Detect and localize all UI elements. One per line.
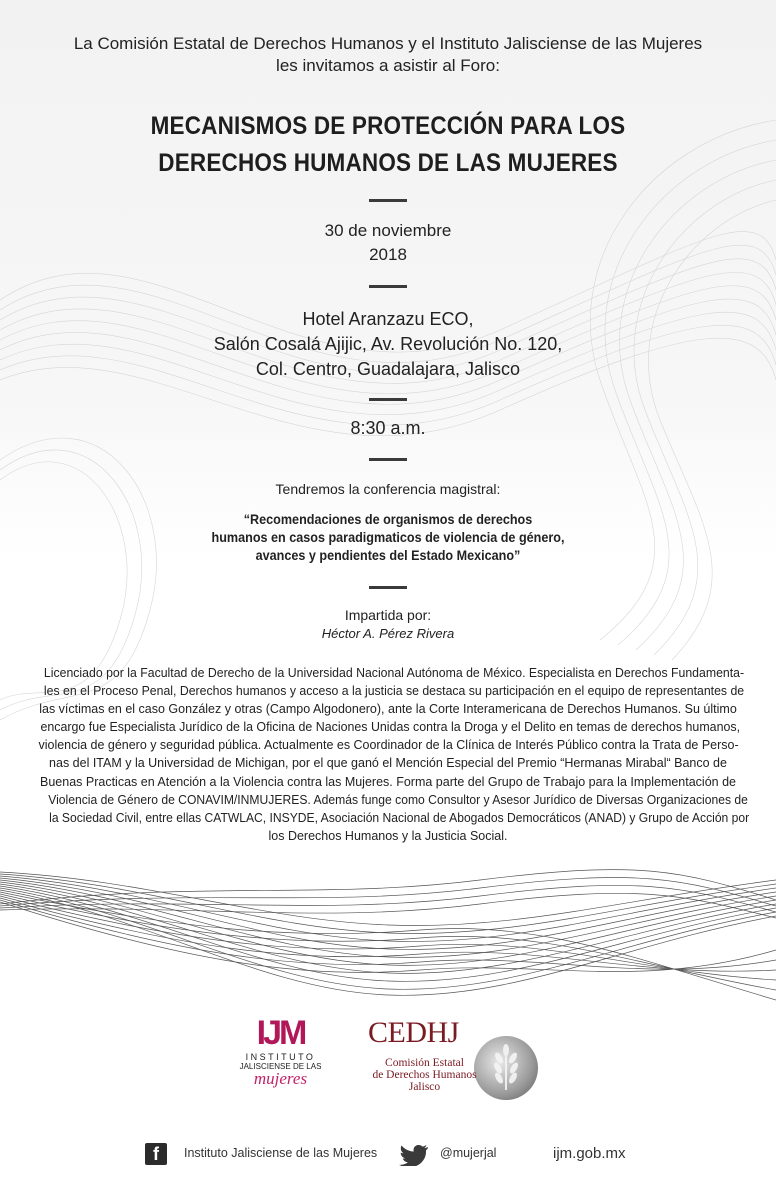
venue-line: Salón Cosalá Ajijic, Av. Revolución No. 120,: [213, 334, 563, 354]
bio-line: Buenas Practicas en Atención a la Violencia contra las Mujeres. Forma parte del Grupo de Trabajo para la Implementación de: [40, 774, 736, 789]
bio-line: los Derechos Humanos y la Justicia Social.: [268, 828, 508, 843]
conference-title: [39, 510, 737, 564]
divider: [369, 199, 407, 202]
ijm-logo-jalisciense: JALISCIENSE DE LAS: [239, 1062, 322, 1071]
bio-line: Licenciado por la Facultad de Derecho de la Universidad Nacional Autónoma de México. Especialista en Derechos Fundamenta-: [43, 666, 745, 680]
date-day: 30 de noviembre: [324, 221, 452, 240]
cedhj-subtitle-line: Comisión Estatal: [385, 1057, 464, 1069]
divider: [369, 586, 407, 589]
title-line: MECANISMOS DE PROTECCIÓN PARA LOS: [150, 112, 626, 140]
cedhj-acronym: CEDHJ: [368, 1016, 459, 1049]
bio-line: Violencia de Género de CONAVIM/INMUJERES. Además funge como Consultor y Asesor Jurídico de Diversas Organizaciones de: [48, 792, 748, 807]
conference-title-line: “Recomendaciones de organismos de derechos: [243, 511, 533, 527]
date-year: 2018: [369, 245, 407, 264]
cedhj-subtitle-line: Jalisco: [408, 1081, 441, 1093]
bio-line: la Sociedad Civil, entre ellas CATWLAC, INSYDE, Asociación Nacional de Abogados Democráticos (ANAD) y Grupo de Acción por: [49, 810, 750, 825]
ijm-logo-mujeres: mujeres: [253, 1069, 308, 1088]
bio-line: encargo fue Especialista Jurídico de la Oficina de Naciones Unidas contra la Droga y el Delito en temas de derechos humanos,: [40, 720, 741, 735]
twitter-handle[interactable]: @mujerjal: [440, 1146, 497, 1160]
venue-line: Hotel Aranzazu ECO,: [302, 309, 474, 329]
event-venue: [0, 307, 776, 382]
twitter-icon[interactable]: [398, 1144, 430, 1166]
divider: [369, 458, 407, 461]
speaker-bio: [38, 664, 750, 845]
cedhj-logo: [362, 1014, 552, 1104]
ijm-logo-instituto: INSTITUTO: [245, 1052, 316, 1062]
forum-title: [39, 108, 737, 182]
intro-text: [0, 33, 776, 77]
bio-line: nas del ITAM y la Universidad de Michigan, por el que ganó el Mención Especial del Premio “Hermanas Mirabal“ Banco de: [49, 756, 727, 771]
title-line: DERECHOS HUMANOS DE LAS MUJERES: [158, 149, 618, 177]
ijm-logo-mark: IJM: [256, 1014, 305, 1052]
divider: [369, 398, 407, 401]
conference-intro: Tendremos la conferencia magistral:: [275, 481, 501, 497]
sponsor-logos: [0, 1010, 776, 1105]
divider: [369, 285, 407, 288]
cedhj-subtitle: [362, 1057, 487, 1093]
conference-title-line: avances y pendientes del Estado Mexicano”: [255, 547, 521, 563]
bio-line: les en el Proceso Penal, Derechos humanos y acceso a la justicia se destaca su participación en el equipo de representantes de: [43, 684, 745, 699]
bio-line: las víctimas en el caso González y otras (Campo Algodonero), ante la Corte Interamericana de Derechos Humanos. Su último: [39, 702, 737, 717]
website-link[interactable]: ijm.gob.mx: [553, 1145, 626, 1162]
speaker-label: Impartida por:: [344, 607, 432, 623]
cedhj-subtitle-line: de Derechos Humanos: [372, 1069, 477, 1081]
event-date: [0, 219, 776, 267]
event-time: 8:30 a.m.: [350, 418, 426, 438]
facebook-icon[interactable]: f: [145, 1143, 167, 1165]
conference-title-line: humanos en casos paradigmaticos de violencia de género,: [211, 529, 565, 545]
ijm-logo: [228, 1016, 333, 1101]
footer: [0, 1140, 776, 1170]
venue-line: Col. Centro, Guadalajara, Jalisco: [255, 359, 521, 379]
intro-line: La Comisión Estatal de Derechos Humanos y el Instituto Jalisciense de las Mujeres: [73, 34, 703, 53]
intro-line: les invitamos a asistir al Foro:: [276, 56, 500, 75]
speaker-name: Héctor A. Pérez Rivera: [321, 626, 455, 641]
bio-line: violencia de género y seguridad pública. Actualmente es Coordinador de la Clínica de Interés Público contra la Trata de Perso-: [38, 738, 739, 753]
facebook-link[interactable]: Instituto Jalisciense de las Mujeres: [184, 1146, 378, 1160]
